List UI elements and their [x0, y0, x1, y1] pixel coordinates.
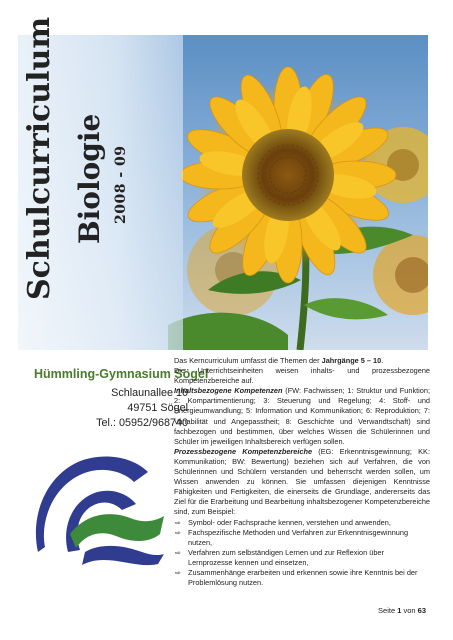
intro-paragraph: Das Kerncurriculum umfasst die Themen der Jahrgänge 5 – 10. [174, 356, 384, 365]
content-competences-paragraph: Inhaltsbezogene Kompetenzen (FW: Fachwissen; 1: Struktur und Funktion; 2: Kompartimentierung; 3: Steuerung und Regelung; 4: Stoff- und Energieumwandlung; 5: Information und Kommunikation; 6: Reproduktion; 7: Variabilität und Angepasstheit; 8: Geschichte und Verwandtschaft) sind fachbezogen und bestimmen, über welches Wissen die Schülerinnen und Schüler im jeweiligen Inhaltsbereich verfügen sollen. [174, 386, 430, 446]
arrow-right-icon: ⇨ [175, 568, 181, 577]
page-number: Seite 1 von 63 [378, 606, 426, 615]
curriculum-description [174, 356, 430, 588]
list-item: ⇨ Zusammenhänge erarbeiten und erkennen sowie ihre Kenntnis bei der Problemlösung nutzen. [175, 567, 418, 588]
list-item: ⇨ Symbol- oder Fachsprache kennen, verstehen und anwenden, [175, 517, 391, 527]
cover-subject: Biologie [73, 113, 106, 244]
school-phone: Tel.: 05952/968740 [96, 417, 188, 429]
arrow-right-icon: ⇨ [175, 518, 181, 527]
school-name: Hümmling-Gymnasium Sögel [34, 367, 209, 381]
list-item: ⇨ Verfahren zum selbständigen Lernen und zur Reflexion über Lernprozesse kennen und einsetzen, [175, 547, 384, 567]
school-logo-icon [30, 452, 170, 567]
arrow-right-icon: ⇨ [175, 528, 181, 537]
process-competences-paragraph: Prozessbezogene Kompetenzbereiche (EG: Erkenntnisgewinnung; KK: Kommunikation; BW: Bewertung) beziehen sich auf Verfahren, die von Schülerinnen und Schülern verstanden und beherrscht werden sollen, um Wissen anwenden zu können. Sie umfassen diejenigen Kenntnisse Fähigkeiten und Fertigkeiten, die einerseits die Grundlage, andererseits das Ziel für die Erarbeitung und Bearbeitung inhaltsbezogener Kompetenzbereiche sind, zum Beispiel: [174, 446, 430, 517]
list-item: ⇨ Fachspezifische Methoden und Verfahren zur Erkenntnisgewinnung nutzen, [175, 527, 409, 547]
cover-year: 2008 - 09 [113, 145, 129, 224]
school-city: 49751 Sögel [127, 402, 188, 414]
competence-list [174, 518, 430, 589]
school-street: Schlaunallee 10 [111, 387, 188, 399]
school-address [34, 386, 188, 431]
units-paragraph: Die Unterrichtseinheiten weisen inhalts- und prozessbezogene Kompetenzbereiche auf. [174, 366, 430, 386]
cover-title: Schulcurriculum [22, 16, 57, 300]
arrow-right-icon: ⇨ [175, 548, 181, 557]
